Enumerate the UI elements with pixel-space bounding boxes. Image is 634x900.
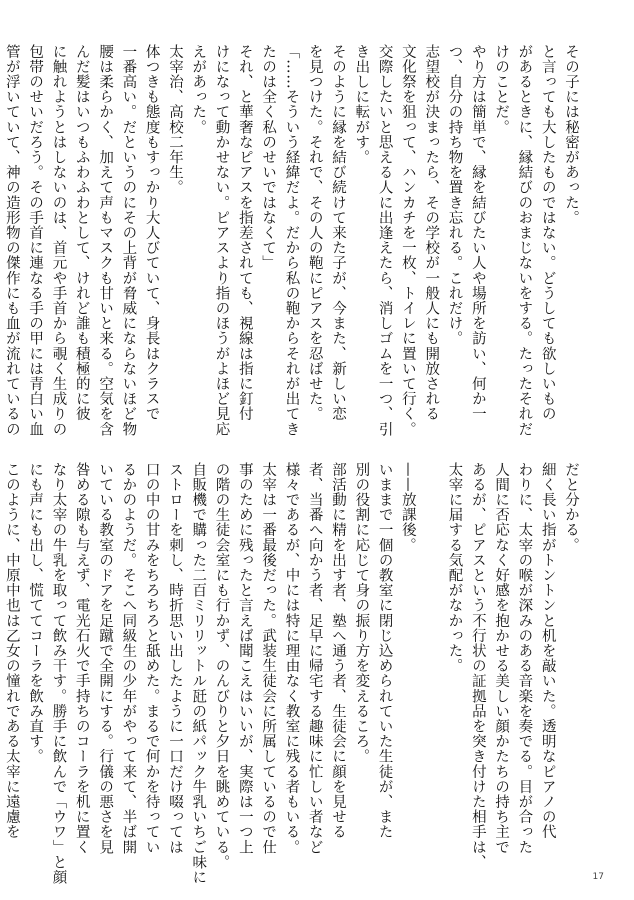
lower-text-line: 咎める隙も与えず、電光石火で手持ちのコーラを机に置く [73,462,90,855]
upper-text-line: があるときに、縁結びのおまじないをする。たったそれだ [516,44,533,437]
lower-text-line: 様々であるが、中には特に理由なく教室に残る者もいる。 [283,462,300,855]
upper-text-line: 太宰治、高校二年生。 [166,44,183,195]
lower-text-line: いままで一個の教室に閉じ込められていた生徒が、また [376,462,393,840]
lower-text-line: 別の役割に応じて身の振り方を変えるころ。 [353,462,370,764]
upper-text-line: けになって動かせない。ピアスより指のほうがよほど見応 [213,44,230,437]
lower-text-line: 細く長い指がトントンと机を敲いた。透明なピアノの代 [539,462,556,840]
lower-text-line: 口の中の甘みをちろちろと舐めた。まるで何かを待ってい [143,462,160,855]
lower-text-line: 人間に否応なく好感を抱かせる美しい顔かたちの持ち主で [493,462,510,855]
lower-text-line: 自販機で購った二百ミリリットル瓩の紙パック牛乳いちご味に [190,462,207,885]
upper-text-line: 体つきも態度もすっかり大人びていて、身長はクラスで [143,44,160,422]
lower-text-line: ストローを刺し、時折思い出したように一口だけ啜っては [166,462,183,855]
lower-text-line: なり太宰の牛乳を取って飲み干す。勝手に飲んで「ウワ」と顔 [50,462,67,885]
lower-text-line: 太宰に届する気配がなかった。 [446,462,463,674]
lower-text-line: だと分かる。 [563,462,579,553]
upper-text-line: 腰は柔らかく、加えて声もマスクも甘いと来る。空気を含 [97,44,114,437]
upper-text-line: 交際したいと思える人に出逢えたら、消しゴムを一つ、引 [376,44,393,437]
upper-text-line: 一番高い。だというのにその上背が脅威にならないほど物 [120,44,137,437]
upper-text-line: 「……そういう経緯だよ。だから私の鞄からそれが出てき [283,44,300,437]
lower-text-line: わりに、太宰の喉が深みのある音楽を奏でる。目が合った [516,462,533,855]
upper-text-line: つ、自分の持ち物を置き忘れる。これだけ。 [446,44,463,346]
lower-text-line: にも声にも出し、慌ててコーラを飲み直す。 [27,462,44,764]
upper-text-line: 文化祭を狙って、ハンカチを一枚、トイレに置いて行く。 [399,44,416,437]
upper-text-line: やり方は簡単で、縁を結びたい人や場所を訪い、何か一 [469,44,486,422]
lower-text-line: ——放課後。 [399,462,416,553]
upper-text-line: その子には秘密があった。 [563,44,579,226]
upper-text-line: き出しに転がす。 [353,44,370,165]
lower-text-line: いている教室のドアを足蹴で全開にする。行儀の悪さを見 [97,462,114,855]
upper-text-line: と言っても大したものではない。どうしても欲しいもの [539,44,556,422]
lower-text-line: 事のために残ったと言えば聞こえはいいが、実際は一つ上 [236,462,253,855]
lower-text-line: あるが、ピアスという不行状の証拠品を突き付けた相手は、 [469,462,486,870]
upper-text-line: たのは全く私のせいではなくて」 [260,44,277,271]
lower-text-line: るかのようだ。そこへ同級生の少年がやって来て、半ば開 [120,462,137,855]
upper-text-line: それ、と華奢なピアスを指差されても、視線は指に釘付 [236,44,253,422]
lower-text-line: このように、中原中也は乙女の憧れである太宰に遠慮を [3,462,20,840]
upper-text-line: そのように縁を結び続けて来た子が、今また、新しい恋 [330,44,347,422]
upper-text-line: を見つけた。それで、その人の鞄にピアスを忍ばせた。 [306,44,323,422]
text-column-block-lower [0,462,582,885]
upper-text-line: えがあった。 [190,44,207,135]
text-column-block [0,44,582,442]
lower-text-line: 者、当番へ向かう者、足早に帰宅する趣味に忙しい者など [306,462,323,855]
page-number: 17 [592,872,604,882]
upper-text-line: けのことだ。 [493,44,510,135]
upper-text-line: に触れようとはしないのは、首元や手首から覗く生成りの [50,44,67,437]
upper-text-line: 志望校が決まったら、その学校が一般人にも開放される [423,44,440,422]
lower-text-line [419,462,442,860]
lower-text-line: 太宰は一番最後だった。武装生徒会に所属しているので仕 [260,462,277,855]
lower-text-line: の階の生徒会室にも行かず、のんびりと夕日を眺めている。 [213,462,230,870]
upper-text-line: んだ髪はいつもふわふわとして、けれど誰も積極的に彼 [73,44,90,422]
lower-text-line: 部活動に精を出す者、塾へ通う者、生徒会に顔を見せる [330,462,347,840]
upper-text-line: 包帯のせいだろう。その手首に連なる手の甲には青白い血 [27,44,44,437]
upper-text-line: 管が浮いていて、神の造形物の傑作にも血が流れているの [3,44,20,437]
